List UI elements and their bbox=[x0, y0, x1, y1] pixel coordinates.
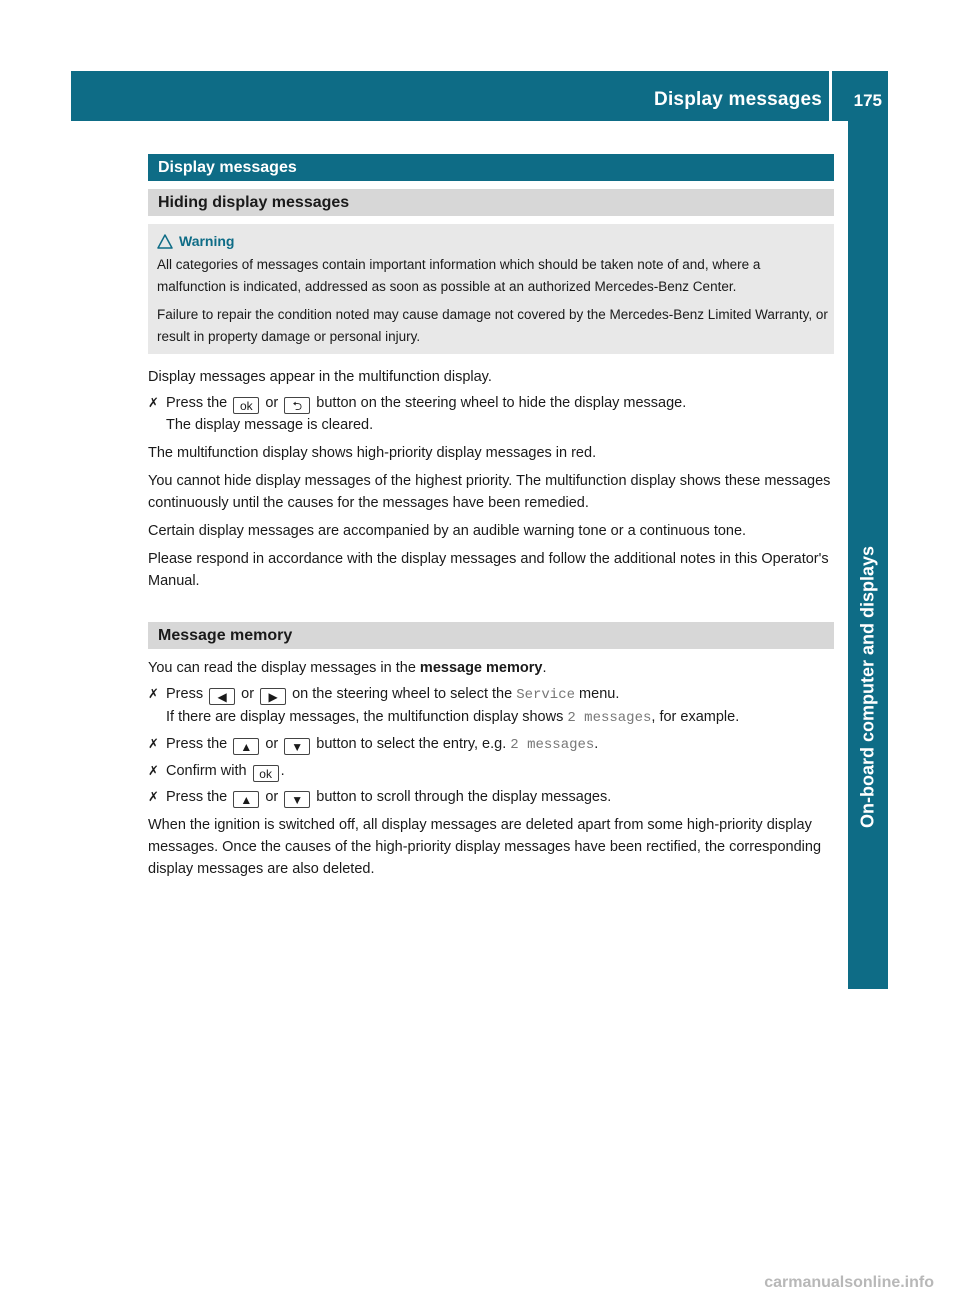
warning-header bbox=[157, 230, 830, 252]
paragraph-ignition: When the ignition is switched off, all display messages are deleted apart from some high-priority display messages. Once the causes of the high-priority display messages have been rectified, the corresponding display messages are also deleted. bbox=[148, 817, 822, 877]
ok-key-icon: ok bbox=[253, 765, 279, 782]
step-arrow-icon: ✗ bbox=[148, 789, 159, 804]
chapter-tab-marker bbox=[848, 939, 888, 989]
paragraph-red: The multifunction display shows high-priority display messages in red. bbox=[148, 445, 597, 461]
step-hide-message: ✗ Press the ok or ⮌ button on the steering wheel to hide the display message. The display message is cleared. bbox=[148, 392, 834, 436]
message-memory-heading: Message memory bbox=[148, 622, 834, 649]
warning-text-1: All categories of messages contain important information which should be taken note of and, where a malfunction is indicated, addressed as soon as possible at an authorized Mercedes-Benz Center. bbox=[157, 257, 761, 294]
section-heading: Display messages bbox=[148, 154, 834, 181]
page-header bbox=[71, 71, 888, 121]
step-result: The display message is cleared. bbox=[166, 417, 374, 433]
paragraph-highest-priority: You cannot hide display messages of the highest priority. The multifunction display shows these messages continuously until the causes for the messages have been remedied. bbox=[148, 473, 831, 511]
down-key-icon: ▼ bbox=[284, 791, 310, 808]
warning-text-2: Failure to repair the condition noted may cause damage not covered by the Mercedes-Benz Limited Warranty, or result in property damage or personal injury. bbox=[157, 307, 828, 344]
chapter-label: On-board computer and displays bbox=[857, 545, 878, 828]
up-key-icon: ▲ bbox=[233, 791, 259, 808]
up-key-icon: ▲ bbox=[233, 738, 259, 755]
warning-box bbox=[148, 224, 834, 354]
page-number: 175 bbox=[853, 91, 882, 110]
warning-label: Warning bbox=[179, 233, 235, 249]
step-scroll: ✗ Press the ▲ or ▼ button to scroll through the display messages. bbox=[148, 786, 834, 808]
paragraph-respond: Please respond in accordance with the display messages and follow the additional notes in this Operator's Manual. bbox=[148, 551, 829, 589]
page-content bbox=[148, 154, 834, 880]
ok-key-icon: ok bbox=[233, 397, 259, 414]
service-menu-text: Service bbox=[516, 687, 576, 703]
intro-paragraph: Display messages appear in the multifunction display. bbox=[148, 369, 492, 385]
step-select-entry: ✗ Press the ▲ or ▼ button to select the entry, e.g. 2 messages. bbox=[148, 733, 834, 756]
warning-triangle-icon bbox=[157, 234, 173, 249]
step-arrow-icon: ✗ bbox=[148, 763, 159, 778]
step-arrow-icon: ✗ bbox=[148, 686, 159, 701]
step-arrow-icon: ✗ bbox=[148, 736, 159, 751]
left-key-icon: ◀ bbox=[209, 688, 235, 705]
down-key-icon: ▼ bbox=[284, 738, 310, 755]
footer-watermark: carmanualsonline.info bbox=[764, 1274, 934, 1291]
header-title: Display messages bbox=[654, 89, 822, 110]
right-key-icon: ▶ bbox=[260, 688, 286, 705]
step-arrow-icon: ✗ bbox=[148, 395, 159, 410]
back-key-icon: ⮌ bbox=[284, 397, 310, 414]
step-select-service: ✗ Press ◀ or ▶ on the steering wheel to select the Service menu. If there are display messages, the multifunction display shows 2 messages, for example. bbox=[148, 683, 834, 729]
memory-intro: You can read the display messages in the message memory. bbox=[148, 660, 547, 676]
step-confirm: ✗ Confirm with ok . bbox=[148, 760, 834, 782]
subsection-heading: Hiding display messages bbox=[148, 189, 834, 216]
paragraph-warning-tone: Certain display messages are accompanied by an audible warning tone or a continuous tone. bbox=[148, 523, 747, 539]
header-separator bbox=[829, 71, 832, 121]
